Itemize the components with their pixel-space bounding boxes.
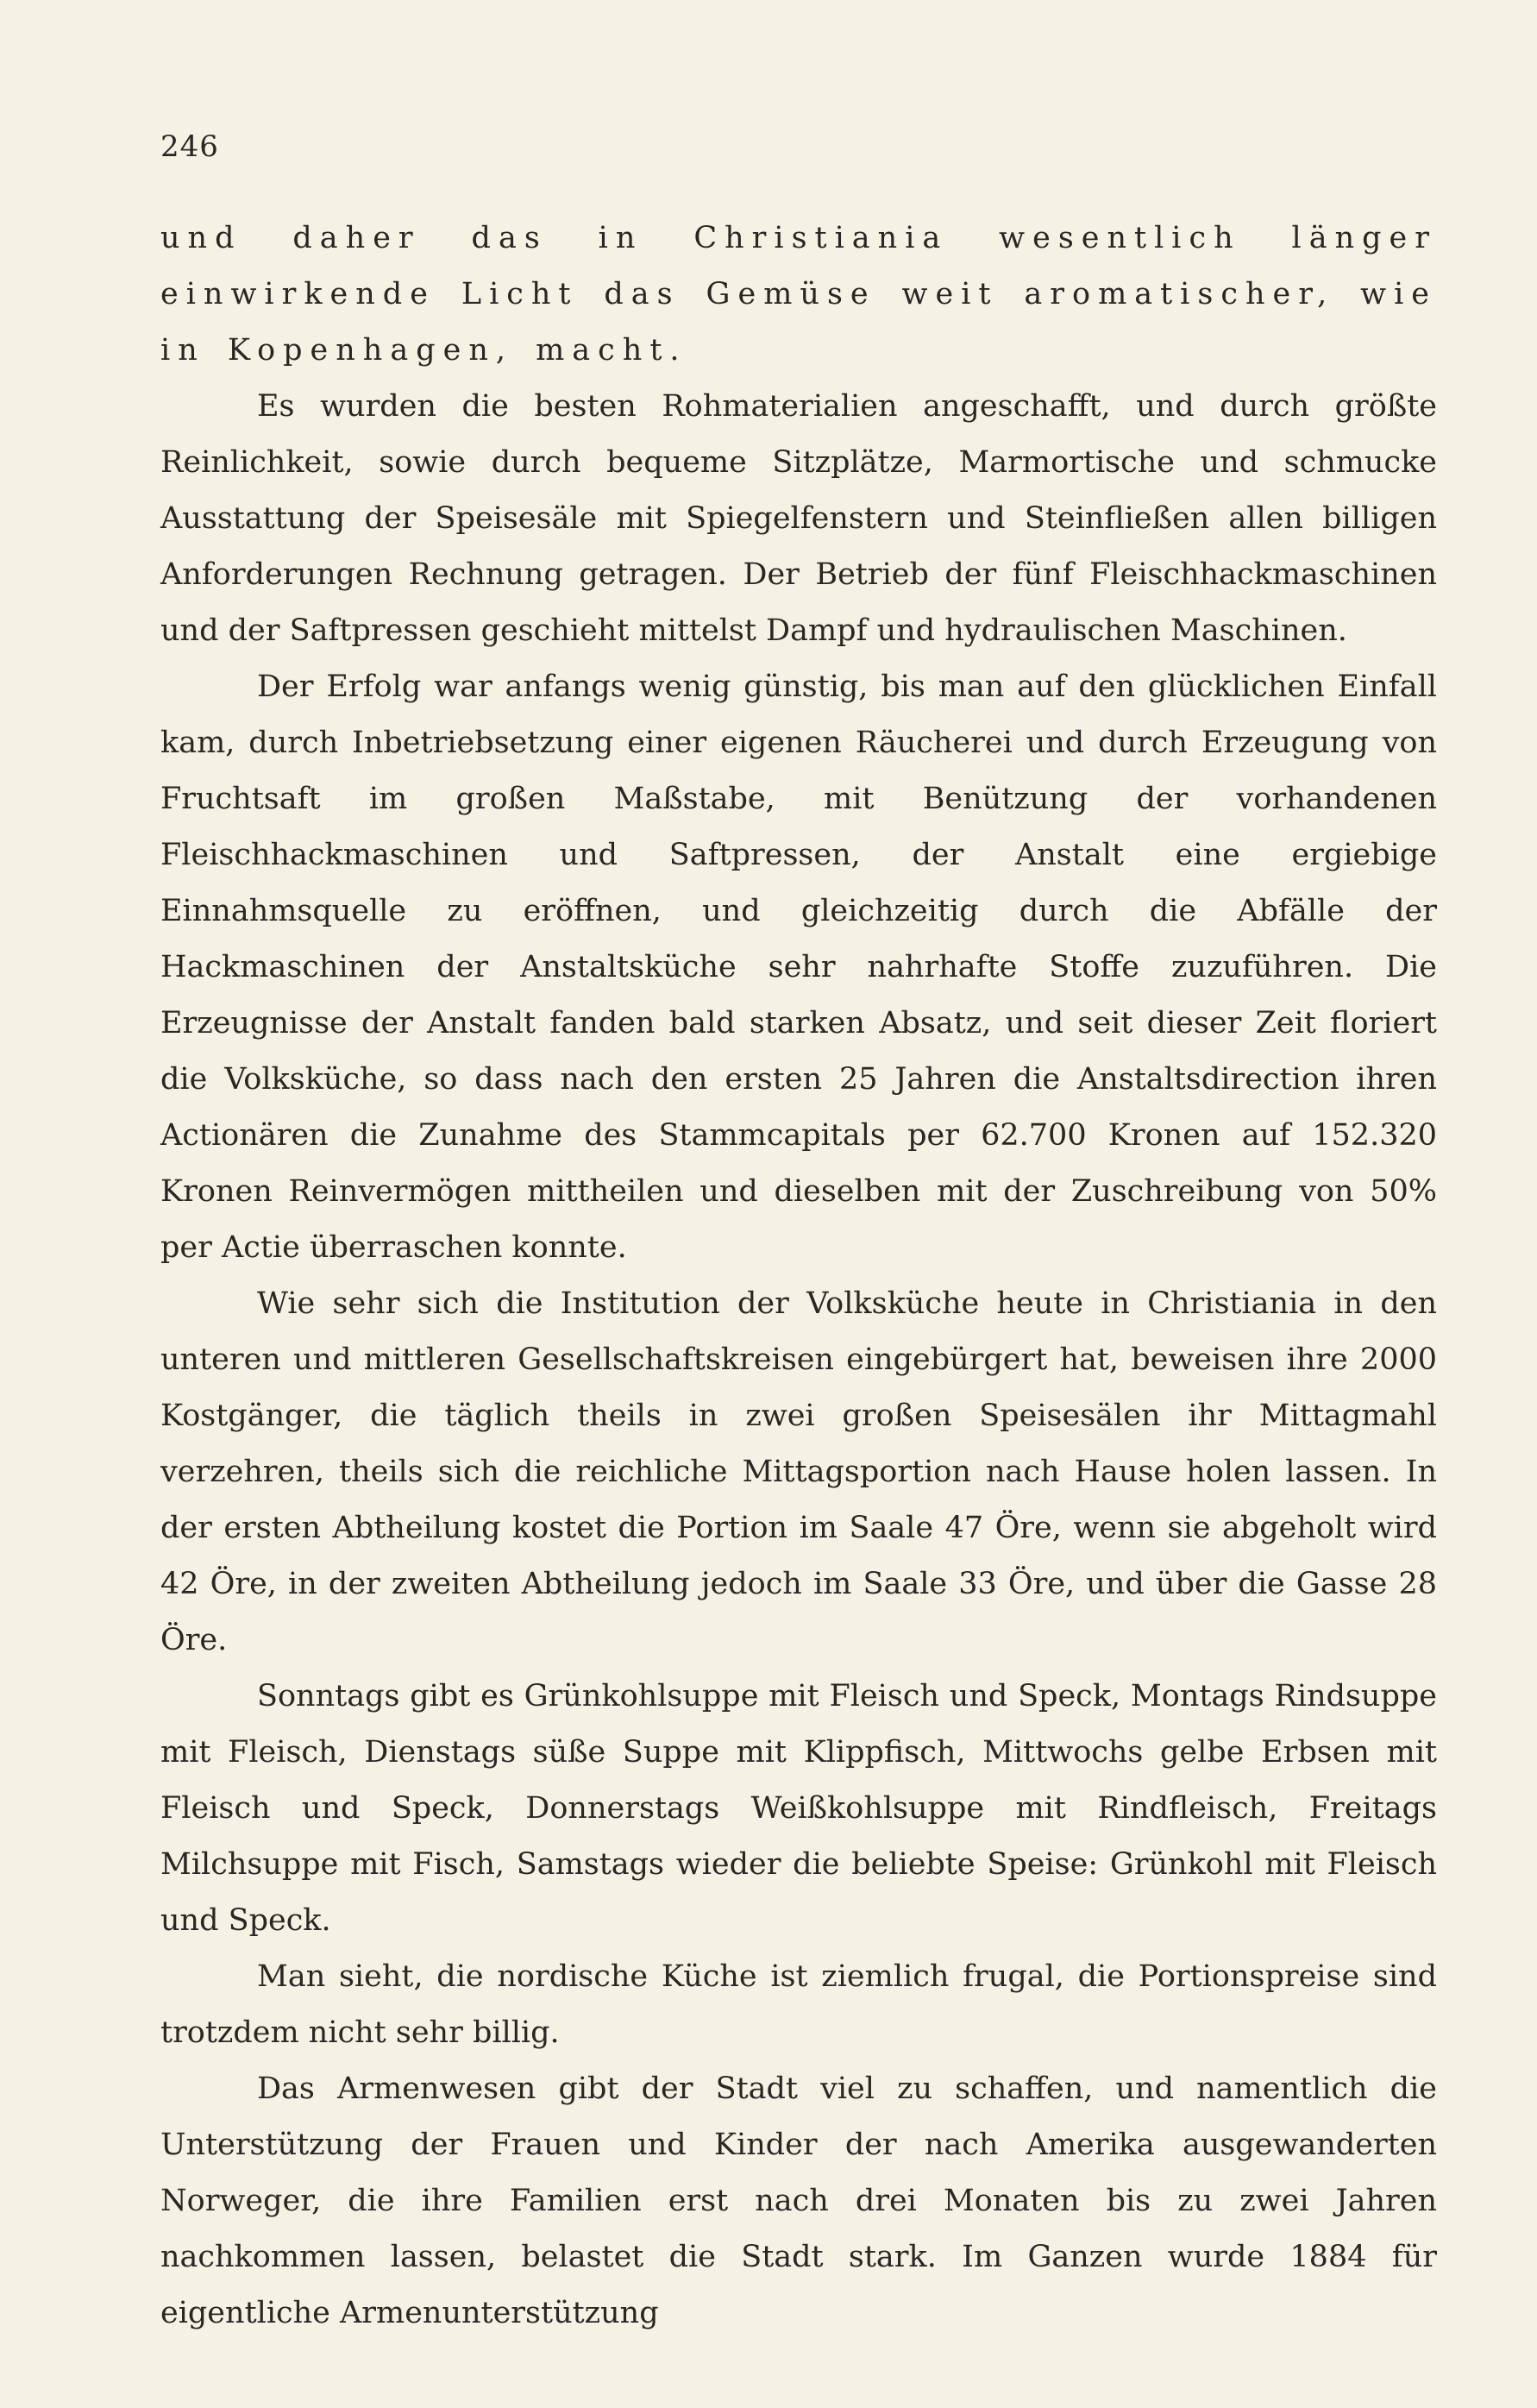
paragraph-boarders: Wie sehr sich die Institution der Volksküche heute in Christiania in den unteren und mittleren Gesellschaftskreisen eingebürgert hat, beweisen ihre 2000 Kostgänger, die täglich theils in zwei großen Speisesälen ihr Mittagmahl verzehren, theils sich die reichliche Mittagsportion nach Hause holen lassen. In der ersten Abtheilung kostet die Portion im Saale 47 Öre, wenn sie abgeholt wird 42 Öre, in der zweiten Abtheilung jedoch im Saale 33 Öre, und über die Gasse 28 Öre. — [160, 1286, 1437, 1657]
paragraph-poor-relief: Das Armenwesen gibt der Stadt viel zu schaffen, und namentlich die Unterstützung der Frauen und Kinder der nach Amerika ausgewanderten Norweger, die ihre Familien erst nach drei Monaten bis zu zwei Jahren nachkommen lassen, belastet die Stadt stark. Im Ganzen wurde 1884 für eigentliche Armenunterstützung — [160, 2072, 1437, 2330]
paragraph-continuation: und daher das in Christiania wesentlich länger einwirkende Licht das Gemüse weit aromatischer, wie in Kopenhagen, macht. — [160, 221, 1437, 368]
paragraph-weekly-menu: Sonntags gibt es Grünkohlsuppe mit Fleisch und Speck, Montags Rindsuppe mit Fleisch, Dienstags süße Suppe mit Klippfisch, Mittwochs gelbe Erbsen mit Fleisch und Speck, Donnerstags Weißkohlsuppe mit Rindfleisch, Freitags Milchsuppe mit Fisch, Samstags wieder die beliebte Speise: Grünkohl mit Fleisch und Speck. — [160, 1679, 1437, 1938]
paragraph-materials: Es wurden die besten Rohmaterialien angeschafft, und durch größte Reinlichkeit, sowie durch bequeme Sitzplätze, Marmortische und schmucke Ausstattung der Speisesäle mit Spiegelfenstern und Steinfließen allen billigen Anforderungen Rechnung getragen. Der Betrieb der fünf Fleischhackmaschinen und der Saftpressen geschieht mittelst Dampf und hydraulischen Maschinen. — [160, 389, 1437, 648]
paragraph-frugal: Man sieht, die nordische Küche ist ziemlich frugal, die Portionspreise sind trotzdem nicht sehr billig. — [160, 1959, 1437, 2050]
body-text — [160, 211, 1437, 2342]
paragraph-success: Der Erfolg war anfangs wenig günstig, bis man auf den glücklichen Einfall kam, durch Inbetriebsetzung einer eigenen Räucherei und durch Erzeugung von Fruchtsaft im großen Maßstabe, mit Benützung der vorhandenen Fleischhackmaschinen und Saftpressen, der Anstalt eine ergiebige Einnahmsquelle zu eröffnen, und gleichzeitig durch die Abfälle der Hackmaschinen der Anstaltsküche sehr nahrhafte Stoffe zuzuführen. Die Erzeugnisse der Anstalt fanden bald starken Absatz, und seit dieser Zeit floriert die Volksküche, so dass nach den ersten 25 Jahren die Anstaltsdirection ihren Actionären die Zunahme des Stammcapitals per 62.700 Kronen auf 152.320 Kronen Reinvermögen mittheilen und dieselben mit der Zuschreibung von 50% per Actie überraschen konnte. — [160, 670, 1437, 1265]
page-number: 246 — [160, 129, 219, 164]
